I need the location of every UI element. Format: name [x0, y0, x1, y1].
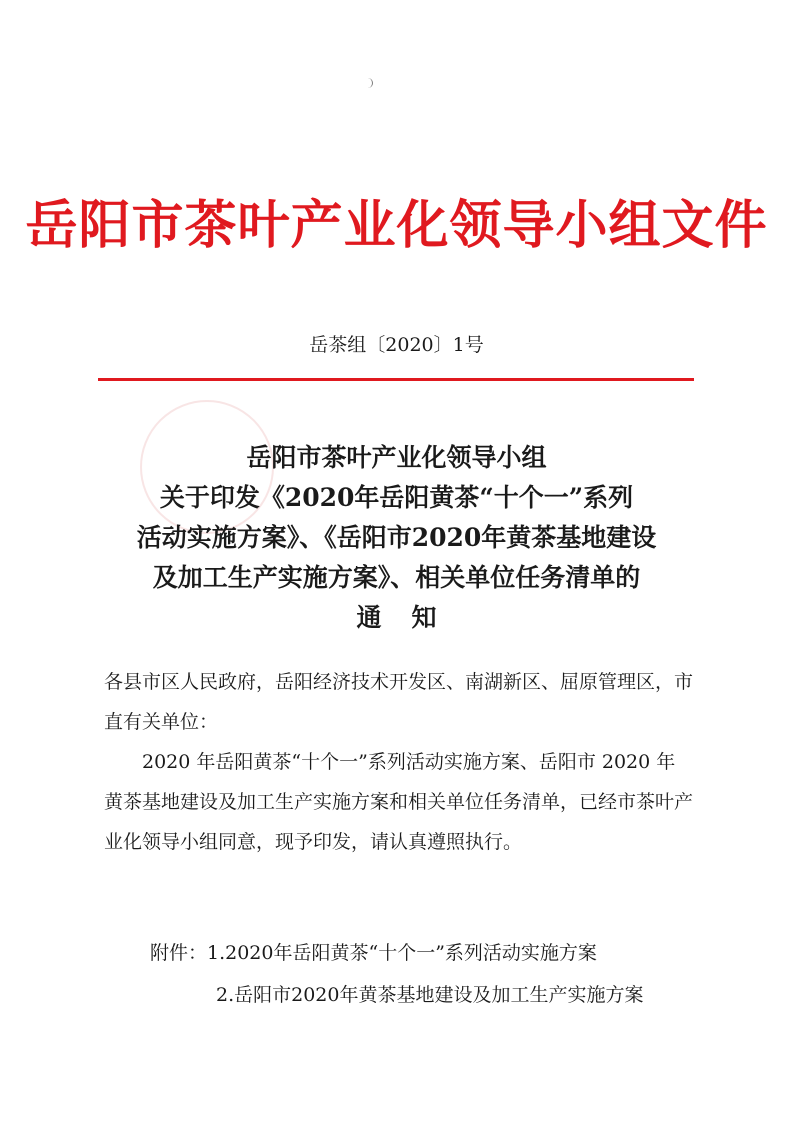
- notice-body: [104, 662, 694, 862]
- masthead-title: 岳阳市茶叶产业化领导小组文件: [25, 195, 768, 256]
- title-line: 岳阳市茶叶产业化领导小组: [246, 443, 547, 472]
- red-divider-rule: [98, 378, 694, 381]
- attachment-item: 2.岳阳市2020年黄茶基地建设及加工生产实施方案: [216, 984, 644, 1006]
- document-number: 岳茶组〔2020〕1号: [309, 334, 484, 356]
- body-paragraph: 2020 年岳阳黄茶“十个一”系列活动实施方案、岳阳市 2020 年黄茶基地建设及加工生产实施方案和相关单位任务清单，已经市茶叶产业化领导小组同意，现予印发，请认真遵照执行。: [104, 751, 694, 853]
- title-line: 及加工生产实施方案》、相关单位任务清单的: [152, 563, 641, 592]
- title-line: 通知: [356, 603, 467, 632]
- salutation: 各县市区人民政府，岳阳经济技术开发区、南湖新区、屈原管理区，市直有关单位：: [104, 671, 694, 733]
- attachment-item: 附件：1.2020年岳阳黄茶“十个一”系列活动实施方案: [150, 942, 597, 964]
- scan-mark: [366, 78, 373, 88]
- title-line: 关于印发《2020年岳阳黄茶“十个一”系列: [159, 483, 634, 512]
- notice-title: [80, 438, 713, 638]
- attachment-list: [150, 938, 710, 1022]
- title-line: 活动实施方案》、《岳阳市2020年黄茶基地建设: [136, 523, 657, 552]
